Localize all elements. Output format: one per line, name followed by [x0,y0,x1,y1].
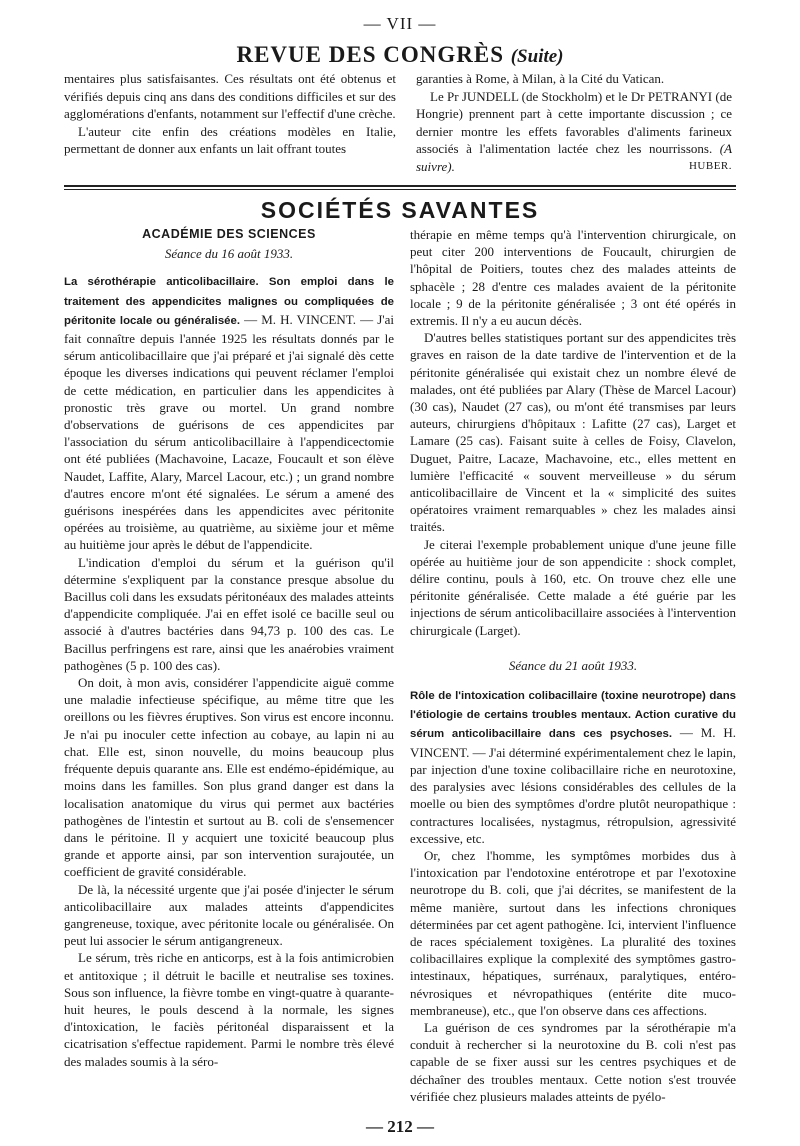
paragraph: La guérison de ces syndromes par la sérothérapie m'a conduit à rechercher si la neurotoxine du B. coli n'est pas capable de se fixer aussi sur les centres psychiques et de déchaîner des troubles mentaux. Cette notion s'est trouvée vérifiée chez plusieurs malades atteints de pyélo- [410,1019,736,1104]
societes-heading: SOCIÉTÉS SAVANTES [260,197,540,223]
to-be-continued: (A suivre). [416,141,733,174]
paragraph: D'autres belles statistiques portant sur des appendicites très graves en raison de la date tardive de l'intervention et de la péritonite généralisée qui existait chez un nombre élevé de malades, ont été publiées par Alary (Thèse de Marcel Lacour) (30 cas), Naudet (27 cas), ou m'ont été transmises par leurs auteurs, chirurgiens d'hôpitaux : Lafitte (27 cas), Larget et Lamare (25 cas). Faisant suite à celles de Foisy, Clavelon, Duguet, Paitre, Lacaze, Machavoine, etc., elles mettent en lumière l'efficacité « souvent merveilleuse » du sérum anticolibacillaire de Vincent et la « simplicité des suites opératoires vraiment remarquables » chez les malades ainsi traités. [410,330,736,535]
section-title-suffix: (Suite) [510,46,564,67]
article-heading [410,686,736,847]
paragraph: Or, chez l'homme, les symptômes morbides dus à l'intoxication par l'endotoxine entérotrope et par l'exotoxine neurotrope du B. coli, que j'ai décrites, se manifestent de la même manière, surtout dans les infections chroniques déterminées par cet agent pathogène. Ici, intervient l'influence de races spécialement toxigènes. La pluralité des toxines colibacillaires explique la complexité des symptômes gastro-intestinaux, hépatiques, surrénaux, paralytiques, entéro-névrosiques et névropathiques (entérite dite muco-membraneuse), etc., que l'on observe dans ces affections. [410,847,736,1018]
section-title-text: REVUE DES CONGRÈS [236,42,504,67]
article-title: Rôle de l'intoxication colibacillaire (toxine neurotrope) dans l'étiologie de certains troubles mentaux. Action curative du sérum anticolibacillaire dans ces psychoses. [410,690,736,741]
paragraph: thérapie en même temps qu'à l'intervention chirurgicale, on peut citer 200 interventions de Foucault, chirurgien de l'hôpital de Poitiers, toutes chez des malades atteints de sphacèle ; 28 d'entre ces malades avaient de la péritonite locale ; 9 de la péritonite généralisée ; 3 ont été opérés in extremis. Il n'y a eu aucun décès. [410,227,736,329]
paragraph: Je citerai l'exemple probablement unique d'une jeune fille opérée au huitième jour de son appendicite : shock complet, délire continu, pouls à 160, etc. On trouve chez elle une péritonite généralisée. Cette malade a été guérie par les injections de sérum anticolibacillaire associées à l'intervention chirurgicale (Larget). [410,536,736,638]
divider [64,189,736,190]
page-number: — 212 — [366,1117,434,1136]
paragraph: mentaires plus satisfaisantes. Ces résultats ont été obtenus et vérifiés depuis cinq ans dans des conditions difficiles et sur des agglomérations d'enfants, notamment sur l'effectif d'une crèche. [64,71,396,122]
paragraph: L'auteur cite enfin des créations modèles en Italie, permettant de donner aux enfants un lait offrant toutes [64,123,396,157]
author-signature: HUBER. [688,159,732,172]
article-heading [64,272,394,553]
paragraph-text: J'ai fait connaître depuis l'année 1925 les résultats donnés par le sérum anticolibacillaire que j'ai préparé et j'ai signalé dès cette époque les diverses indications qui peuvent réclamer l'emploi de cette médication, en particulier dans les appendicites à pronostic très grave ou mortel. Un grand nombre d'observations de guérisons de ces appendicites par l'association du sérum anticolibacillaire à l'appendicectomie ont été publiées (Machavoine, Lacaze, Foucault et son élève Naudet, Laffite, Alary, Marcel Lacour, etc.) ; un grand nombre d'autres encore m'ont été signalées. Le sérum a amené des guérisons inespérées dans les appendicites avec péritonite opérées au troisième, au quatrième, au sixième jour et même au huitième jour après le début de l'appendicite. [64,311,394,553]
societes-left-column [64,226,394,1070]
article-author: — M. H. VINCENT. — [410,725,736,760]
revue-right-column [416,70,732,176]
divider [64,185,736,187]
paragraph: garanties à Rome, à Milan, à la Cité du Vatican. [416,71,665,86]
revue-left-column [64,70,396,158]
paragraph-text: Le Pr JUNDELL (de Stockholm) et le Dr PETRANYI (de Hongrie) prennent part à cette importante discussion ; ce dernier montre les effets favorables d'aliments farineux associés à l'alimentation lactée chez les nourrissons. [416,88,732,157]
article-title: La sérothérapie anticolibacillaire. Son emploi dans le traitement des appendicites malignes ou compliquées de péritonite locale ou généralisée. [64,276,394,327]
roman-page-number: — VII — [363,14,437,33]
academy-heading: ACADÉMIE DES SCIENCES [142,227,316,241]
paragraph [416,88,732,176]
paragraph: L'indication d'emploi du sérum et la guérison qu'il détermine s'expliquent par la constance presque absolue du Bacillus coli dans les exsudats péritonéaux des malades atteints d'appendicite compliquée. J'ai en effet isolé ce bacille seul ou associé à d'autres bactéries dans 94,73 p. 100 des cas. Le Bacillus perfringens est rare, ainsi que les anaérobies vraiment pathogènes (5 p. 100 des cas). [64,554,394,673]
paragraph: Le sérum, très riche en anticorps, est à la fois antimicrobien et antitoxique ; il détruit le bacille et neutralise ses toxines. Sous son influence, la fièvre tombe en vingt-quatre à quarante-huit heures, le pouls descend à la normale, les signes d'intoxication, le faciès péritonéal disparaissent et la cicatrisation s'effectue rapidement. Parmi le nombre très élevé des malades soumis à la séro- [64,950,394,1069]
article-author: — M. H. VINCENT. — [244,311,374,327]
paragraph: On doit, à mon avis, considérer l'appendicite aiguë comme une maladie infectieuse spécifique, au même titre que les oreillons ou les fièvres éruptives. Son virus est encore inconnu. Je n'ai pu inoculer cette infection au cobaye, au lapin ni au chat. Elle est, sinon nouvelle, du moins beaucoup plus fréquente depuis quarante ans. Elle est endémo-épidémique, au moins dans les familles. Son plus grand danger est dans la localisation anatomique du virus qui permet aux bactéries pathogènes de l'intestin et surtout au B. coli de s'ensemencer dans le péritoine. Il y acquiert une toxicité beaucoup plus grande et apporte ainsi, par son intervention surajoutée, un coefficient de gravité considérable. [64,675,394,880]
session-date: Séance du 16 août 1933. [164,246,294,262]
paragraph-text: J'ai déterminé expérimentalement chez le lapin, par injection d'une toxine colibacillaire riche en neurotoxine, des paralysies avec lésions considérables des cellules de la moelle ou bien des symptômes d'ordre plutôt neuropathique : contractures localisées, nystagmus, rétropulsion, agressivité excessive, etc. [410,744,736,846]
paragraph: De là, la nécessité urgente que j'ai posée d'injecter le sérum anticolibacillaire aux malades atteints d'appendicites gangreneuse, toxique, avec péritonite locale ou généralisée. On peut lui associer le sérum antigangreneux. [64,881,394,949]
section-title [0,42,800,68]
societes-right-column [410,226,736,1105]
session-date: Séance du 21 août 1933. [508,657,638,673]
